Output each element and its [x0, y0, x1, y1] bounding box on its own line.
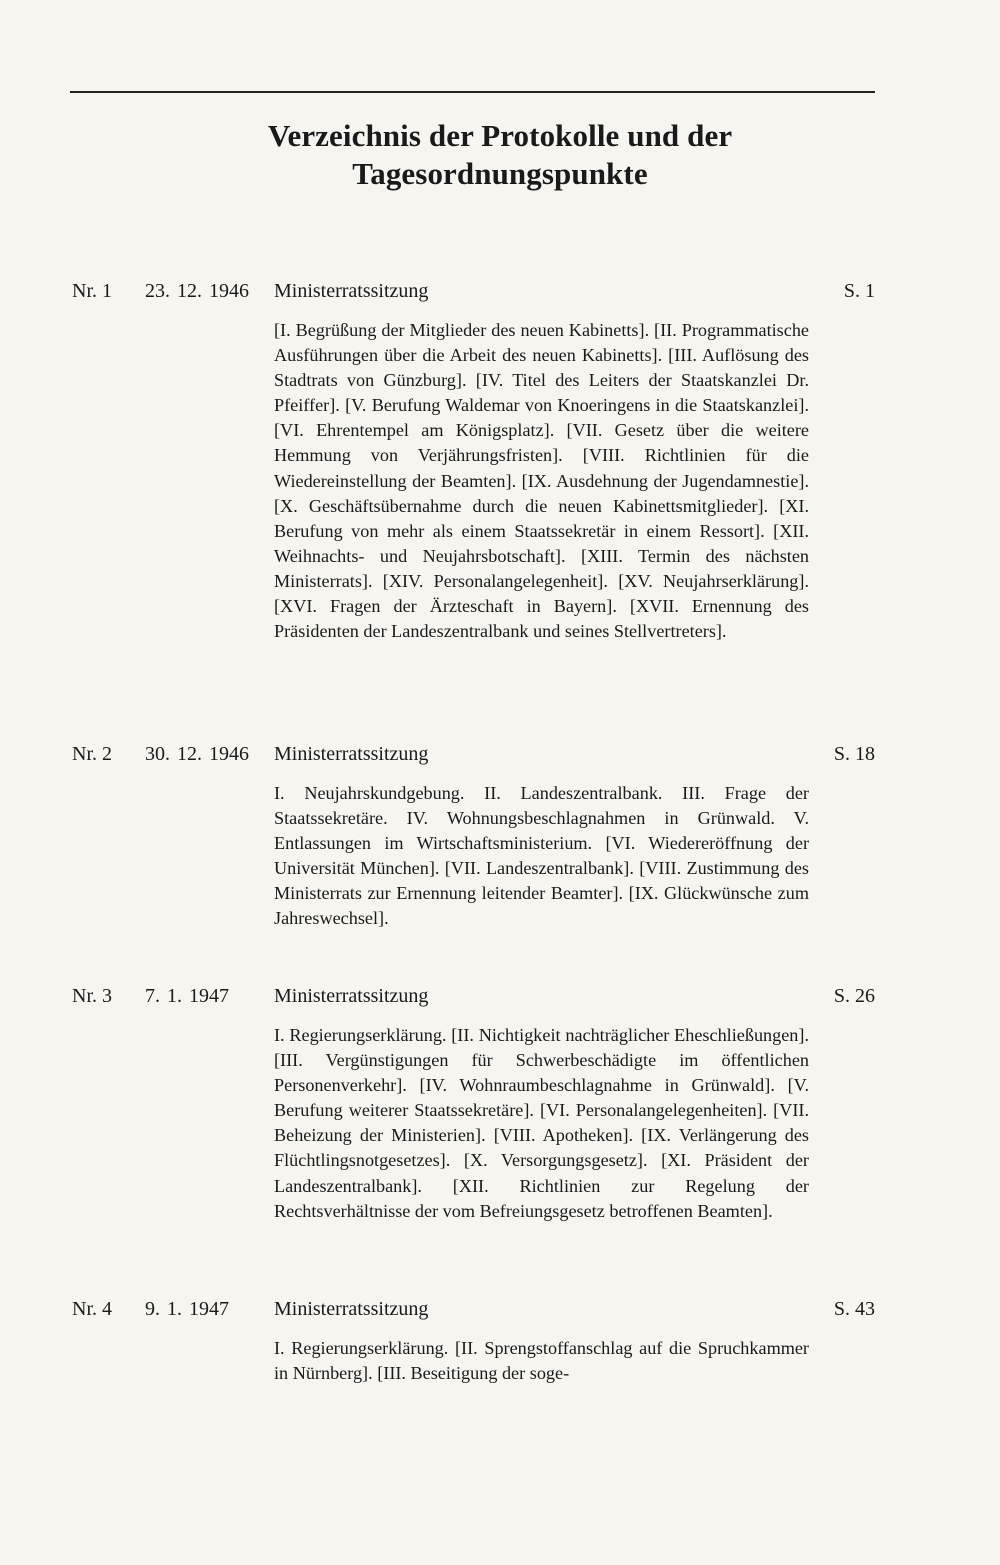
agenda-items: I. Neujahrskundgebung. II. Landeszentralbank. III. Frage der Staatssekretäre. IV. Wohnungsbeschlagnahmen in Grünwald. V. Entlassungen im Wirtschaftsministerium. [VI. Wiedereröffnung der Universität München]. [VII. Landeszentralbank]. [VIII. Zustimmung des Ministerrats zur Ernennung leitender Beamter]. [IX. Glückwünsche zum Jahreswechsel].: [274, 783, 809, 929]
entry-number: Nr. 2: [72, 743, 112, 765]
title-line-1: Verzeichnis der Protokolle und der: [267, 118, 733, 153]
entry-heading: Ministerratssitzung: [274, 1298, 429, 1320]
agenda-items: I. Regierungserklärung. [II. Sprengstoffanschlag auf die Spruchkammer in Nürnberg]. [III. Beseitigung der soge-: [274, 1338, 809, 1384]
entry-heading: Ministerratssitzung: [274, 985, 429, 1007]
entry-number: Nr. 4: [72, 1298, 112, 1320]
entry-number: Nr. 3: [72, 985, 112, 1007]
entry-page-reference: S. 26: [833, 985, 875, 1007]
header-rule: [70, 91, 875, 93]
entry-number: Nr. 1: [72, 280, 112, 302]
entry-heading: Ministerratssitzung: [274, 280, 429, 302]
entry-date: 23. 12. 1946: [145, 280, 249, 302]
entry-date: 9. 1. 1947: [145, 1298, 229, 1320]
entry-date: 7. 1. 1947: [145, 985, 229, 1007]
entry-page-reference: S. 43: [833, 1298, 875, 1320]
page-title: [0, 117, 1000, 193]
entry-page-reference: S. 18: [833, 743, 875, 765]
title-line-2: Tagesordnungspunkte: [352, 156, 648, 191]
agenda-items: I. Regierungserklärung. [II. Nichtigkeit nachträglicher Eheschließungen]. [III. Vergünstigungen für Schwerbeschädigte im öffentlichen Personenverkehr]. [IV. Wohnraumbeschlagnahme in Grünwald]. [V. Berufung weiterer Staatssekretäre]. [VI. Personalangelegenheiten]. [VII. Beheizung der Ministerien]. [VIII. Apotheken]. [IX. Verlängerung des Flüchtlingsnotgesetzes]. [X. Versorgungsgesetz]. [XI. Präsident der Landeszentralbank]. [XII. Richtlinien zur Regelung der Rechtsverhältnisse der vom Befreiungsgesetz betroffenen Beamten].: [274, 1025, 809, 1221]
entry-page-reference: S. 1: [843, 280, 875, 302]
agenda-items: [I. Begrüßung der Mitglieder des neuen Kabinetts]. [II. Programmatische Ausführungen über die Arbeit des neuen Kabinetts]. [III. Auflösung des Stadtrats von Günzburg]. [IV. Titel des Leiters der Staatskanzlei Dr. Pfeiffer]. [V. Berufung Waldemar von Knoeringens in die Staatskanzlei]. [VI. Ehrentempel am Königsplatz]. [VII. Gesetz über die weitere Hemmung von Verjährungsfristen]. [VIII. Richtlinien für die Wiedereinstellung der Beamten]. [IX. Ausdehnung der Jugendamnestie]. [X. Geschäftsübernahme durch die neuen Kabinettsmitglieder]. [XI. Berufung von mehr als einem Staatssekretär in einem Ressort]. [XII. Weihnachts- und Neujahrsbotschaft]. [XIII. Termin des nächsten Ministerrats]. [XIV. Personalangelegenheit]. [XV. Neujahrserklärung]. [XVI. Fragen der Ärzteschaft in Bayern]. [XVII. Ernennung des Präsidenten der Landeszentralbank und seines Stellvertreters].: [274, 320, 809, 642]
entry-heading: Ministerratssitzung: [274, 743, 429, 765]
entry-date: 30. 12. 1946: [145, 743, 249, 765]
